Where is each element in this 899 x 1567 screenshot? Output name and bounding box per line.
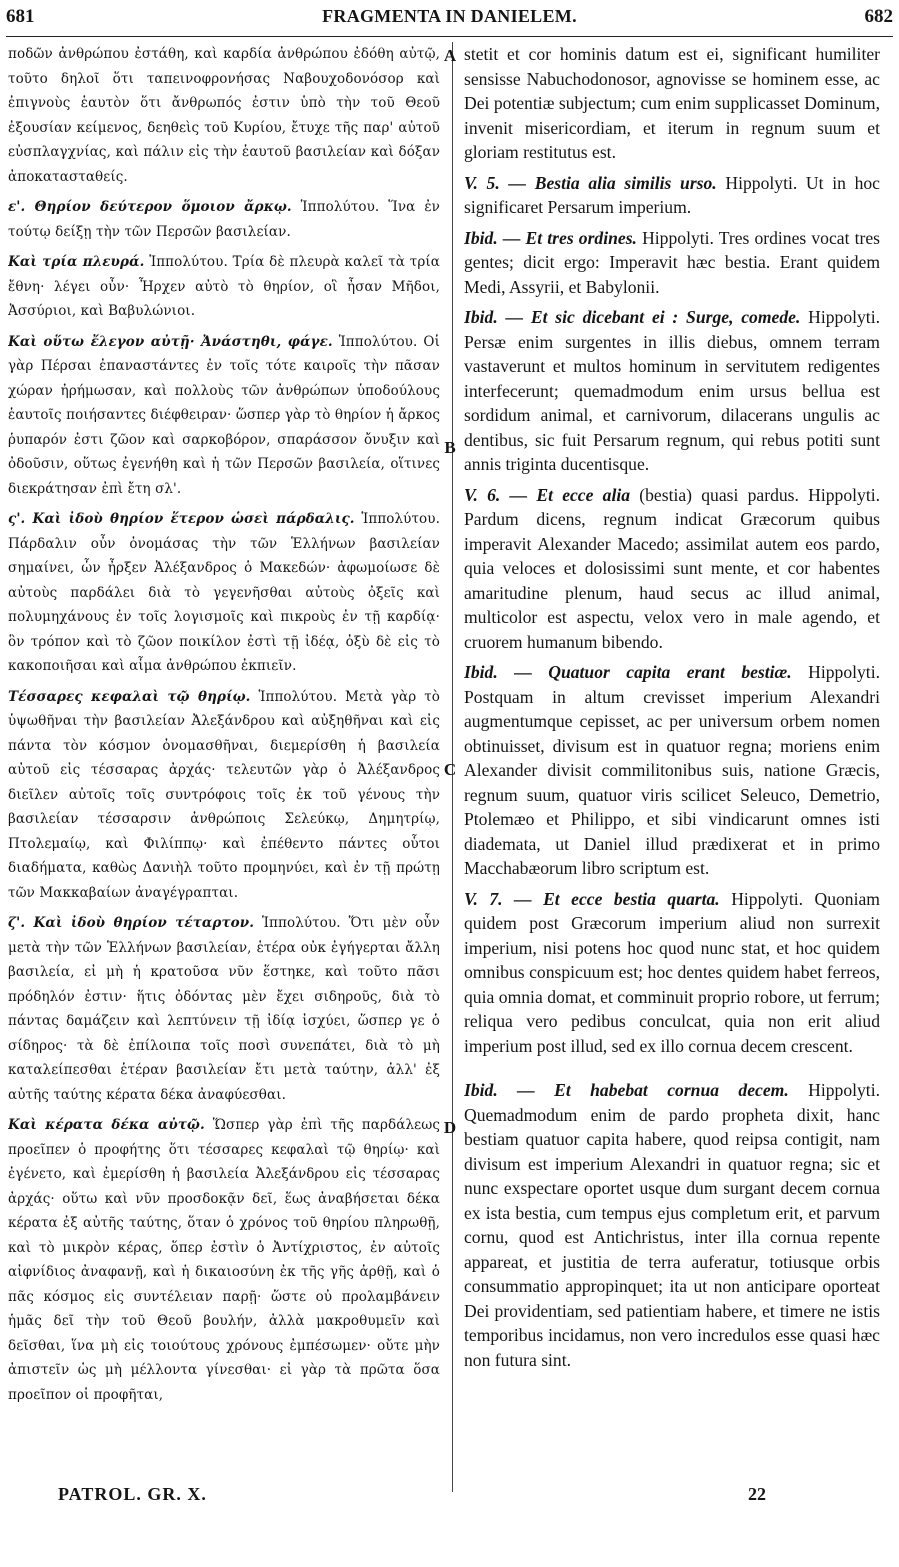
greek-paragraph: Τέσσαρες κεφαλαὶ τῷ θηρίῳ. Ἱππολύτου. Μετὰ γὰρ τὸ ὑψωθῆναι τὴν βασιλείαν Ἀλεξάνδρου καὶ αὐξηθῆναι καὶ εἰς πάντα τὸν κόσμον ὀνομασθῆναι, διεμερίσθη ἡ βασιλεία αὐτοῦ εἰς τέσσαρας ἀρχάς· τελευτῶν γὰρ ὁ Ἀλέξανδρος διεῖλεν αὐτοῖς τοῖς συντρόφοις τοῖς ἐκ τοῦ γένους τὴν βασιλείαν τέσσαρσιν ἀνθρώποις Σελεύκῳ, Δημητρίῳ, Πτολεμαίῳ, καὶ Φιλίππῳ· καὶ ἐπέθεντο πάντες οὗτοι διαδήματα, καθὼς Δανιὴλ τοῦτο προμηνύει, καὶ ἐν τῇ πρώτῃ τῶν Μακκαβαίων ἀναγέγραπται. — [8, 688, 440, 901]
latin-paragraph: stetit et cor hominis datum est ei, significant humiliter sensisse Nabuchodonosor, agnovisse se hominem esse, ac Dei potentiæ subjectum; cum enim supplicasset Dominum, invenit misericordiam, et iterum in regnum suum et gloriam restitutus est. — [464, 44, 880, 162]
greek-paragraph: ς'. Καὶ ἰδοὺ θηρίον ἕτερον ὡσεὶ πάρδαλις. Ἱππολύτου. Πάρδαλιν οὖν ὀνομάσας τὴν τῶν Ἑλλήνων βασιλείαν σημαίνει, ὧν ἦρξεν Ἀλέξανδρος ὁ Μακεδών· ἀφωμοίωσε δὲ αὐτοὺς παρδάλει διὰ τὸ γεγενῆσθαι αὐτοὺς ὀξεῖς καὶ πολυμηχάνους ἐν τοῖς λογισμοῖς καὶ πικροὺς ἐν τῇ καρδίᾳ· ὃν τρόπον καὶ τὸ ζῶον ποικίλον ἐστὶ τῇ ἰδέᾳ, ὀξὺ δὲ εἰς τὸ κακοποιῆσαι καὶ αἷμα ἀνθρώπου ἐκπιεῖν. — [8, 511, 440, 674]
page-number-left: 681 — [6, 6, 35, 27]
latin-paragraph: Ibid. — Quatuor capita erant bestiæ. Hippolyti. Postquam in altum crevisset imperium Alexandri augmentumque cepisset, ac per universum orbem nomen obtinuisset, divisum est in quatuor regna; moriens enim Alexander divisit commilitonibus suis, natione Græcis, regnum suum, quatuor viris scilicet Seleuco, Demetrio, Ptolemæo et Philippo, et sibi vindicarunt omnes isti diademata, ut Daniel illud prædixerat et in primo Macchabæorum libro scriptum est. — [464, 662, 880, 878]
latin-paragraph: Ibid. — Et sic dicebant ei : Surge, comede. Hippolyti. Persæ enim surgentes in illis diebus, omnem terram vastaverunt et multos hominum in servitutem redigentes interfecerunt; quemadmodum enim ursus bellua est sordidum animal, et carnivorum, dilacerans ungulis ac dentibus, sic fuit Persarum regnum, qui rebus potiti sunt annis triginta ducentisque. — [464, 307, 880, 474]
footer-volume-signature: PATROL. GR. X. — [58, 1484, 207, 1504]
page-header — [6, 6, 893, 37]
page-footer — [8, 1484, 891, 1514]
greek-paragraph: ποδῶν ἀνθρώπου ἐστάθη, καὶ καρδία ἀνθρώπου ἐδόθη αὐτῷ, τοῦτο δηλοῖ ὅτι ταπεινοφρονήσας Ναβουχοδονόσορ καὶ ἐπιγνοὺς ἑαυτὸν ὅτι ἄνθρωπός ἐστιν ὑπὸ τὴν τοῦ Θεοῦ ἐξουσίαν κείμενος, δεηθεὶς τοῦ Κυρίου, ἔτυχε τῆς παρ' αὐτοῦ εὐσπλαγχνίας, καὶ πάλιν εἰς τὴν ἑαυτοῦ βασιλείαν καὶ δόξαν ἀποκατασταθείς. — [8, 46, 440, 185]
margin-marker-c: C — [443, 760, 457, 779]
latin-column — [464, 42, 880, 1497]
latin-paragraph: Ibid. — Et tres ordines. Hippolyti. Tres ordines vocat tres gentes; dicit ergo: Imperavit hæc bestia. Erant quidem Medi, Assyrii, et Babylonii. — [464, 227, 880, 297]
greek-paragraph: Καὶ τρία πλευρά. Ἱππολύτου. Τρία δὲ πλευρὰ καλεῖ τὰ τρία ἔθνη· λέγει οὖν· Ἦρχεν αὐτὸ τὸ θηρίον, οἳ ἦσαν Μῆδοι, Ἀσσύριοι, καὶ Βαβυλώνιοι. — [8, 254, 440, 319]
greek-paragraph: ζ'. Καὶ ἰδοὺ θηρίον τέταρτον. Ἱππολύτου. Ὅτι μὲν οὖν μετὰ τὴν τῶν Ἑλλήνων βασιλείαν, ἑτέρα οὐκ ἐγήγερται ἄλλη βασιλεία, εἰ μὴ ἡ κρατοῦσα νῦν ἕστηκε, καὶ τοῦτο πᾶσι πρόδηλόν ἐστιν· ἥτις ὀδόντας μὲν ἔχει σιδηροῦς, διὰ τὸ πάντας δαμάζειν καὶ λεπτύνειν τῇ ἰδίᾳ ἰσχύει, ὥσπερ γε ὁ σίδηρος· τὰ δὲ ἐπίλοιπα τοῖς ποσὶ συνεπάτει, διὰ τὸ μὴ καταλείπεσθαι ἑτέραν βασιλείαν ἔτι μετὰ ταύτην, ἀλλ' ἐξ αὐτῆς ταύτης κέρατα δέκα ἀναφύεσθαι. — [8, 915, 440, 1103]
margin-marker-a: A — [443, 46, 457, 65]
margin-marker-d: D — [443, 1118, 457, 1137]
margin-marker-b: B — [444, 438, 456, 457]
running-title: FRAGMENTA IN DANIELEM. — [322, 6, 577, 26]
latin-paragraph: V. 6. — Et ecce alia (bestia) quasi pardus. Hippolyti. Pardum dicens, regnum indicat Græcorum quibus imperavit Alexander Macedo; assimilat autem eos pardo, quia veloces et dolosissimi sunt mente, et cor habentes amaritudine plenum, haud secus ac illud animal, multicolor est aspectu, velox vero in male agendo, et cruorem humanum bibendo. — [464, 484, 880, 652]
latin-paragraph: Ibid. — Et habebat cornua decem. Hippolyti. Quemadmodum enim de pardo propheta dixit, hanc bestiam quatuor capita habere, quod reipsa contigit, nam divisum est imperium Alexandri in quatuor regna; sic et nunc exspectare oportet usque dum surgant decem cornua ex ista bestia, cum tempus ejus completum erit, et parvum cornu, quod est Antichristus, inter illa cornua repente appareat, et justitia de terra auferatur, totiusque orbis consummatio appropinquet; ita ut non anticipare oporteat Dei providentiam, sed patientiam habere, et timere ne istis temporibus incidamus, non vero incredulos esse quasi hæc non futura sint. — [464, 1080, 880, 1370]
footer-gathering-number: 22 — [748, 1484, 766, 1504]
greek-column — [8, 42, 440, 1497]
greek-paragraph: Καὶ κέρατα δέκα αὐτῷ. Ὥσπερ γὰρ ἐπὶ τῆς παρδάλεως προεῖπεν ὁ προφήτης ὅτι τέσσαρες κεφαλαὶ τῷ θηρίῳ· καὶ ἐγένετο, καὶ ἐμερίσθη ἡ βασιλεία Ἀλεξάνδρου εἰς τέσσαρας ἀρχάς· οὕτω καὶ νῦν προσδοκᾷν δεῖ, ἕως ἀναβήσεται δέκα κέρατα ἐξ αὐτῆς ταύτης, ὅταν ὁ χρόνος τοῦ θηρίου πληρωθῇ, καὶ τὸ μικρὸν κέρας, ὅπερ ἐστὶν ὁ Ἀντίχριστος, ἐν αὐτοῖς αἰφνίδιος ἀναφανῇ, καὶ ἡ δικαιοσύνη ἐκ τῆς γῆς ἀρθῇ, καὶ ὁ πᾶς κόσμος εἰς συντέλειαν παρῇ· ὥστε οὐ προλαμβάνειν ἡμᾶς δεῖ τὴν τοῦ Θεοῦ βουλήν, ἀλλὰ μακροθυμεῖν καὶ δεῖσθαι, ἵνα μὴ εἰς τοιούτους χρόνους ἐμπέσωμεν· οὔτε μὴν ἀπιστεῖν ὡς μὴ μέλλοντα γίνεσθαι· εἰ γὰρ τὰ πρῶτα ὅσα προεῖπον οἱ προφῆται, — [8, 1117, 440, 1403]
page-number-right: 682 — [864, 6, 893, 27]
paragraph-gap — [464, 1064, 880, 1078]
latin-paragraph: V. 7. — Et ecce bestia quarta. Hippolyti. Quoniam quidem post Græcorum imperium aliud non surrexit imperium, nisi potens hoc quod nunc stat, et hoc quidem omnibus conspicuum est; hoc dentes quidem habet ferreos, quia omnia domat, et comminuit proprio robore, ut ferrum; reliqua vero pedibus conculcat, quia non erit aliud imperium post illud, sed ex illo cornua decem crescent. — [464, 888, 880, 1056]
latin-paragraph: V. 5. — Bestia alia similis urso. Hippolyti. Ut in hoc significaret Persarum imperium. — [464, 172, 880, 217]
greek-paragraph: Καὶ οὕτω ἔλεγον αὐτῇ· Ἀνάστηθι, φάγε. Ἱππολύτου. Οἱ γὰρ Πέρσαι ἐπαναστάντες ἐν τοῖς τότε καιροῖς τὴν πᾶσαν χώραν ἠρήμωσαν, καὶ πολλοὺς τῶν ἀνθρώπων ὑποδούλους ἑαυτοῖς ποιήσαντες διέφθειραν· ὥσπερ γὰρ τὸ θηρίον ἡ ἄρκος ῥυπαρόν ἐστι ζῶον καὶ σαρκοβόρον, σπαράσσον ὄνυξιν καὶ ὀδοῦσιν, οὕτως ἐγενήθη καὶ ἡ τῶν Περσῶν βασιλεία, οἵτινες διεκράτησαν ἐπὶ ἔτη σλ'. — [8, 333, 440, 497]
greek-paragraph: ε'. Θηρίον δεύτερον ὅμοιον ἄρκῳ. Ἱππολύτου. Ἵνα ἐν τούτῳ δείξῃ τὴν τῶν Περσῶν βασιλείαν. — [8, 199, 440, 240]
